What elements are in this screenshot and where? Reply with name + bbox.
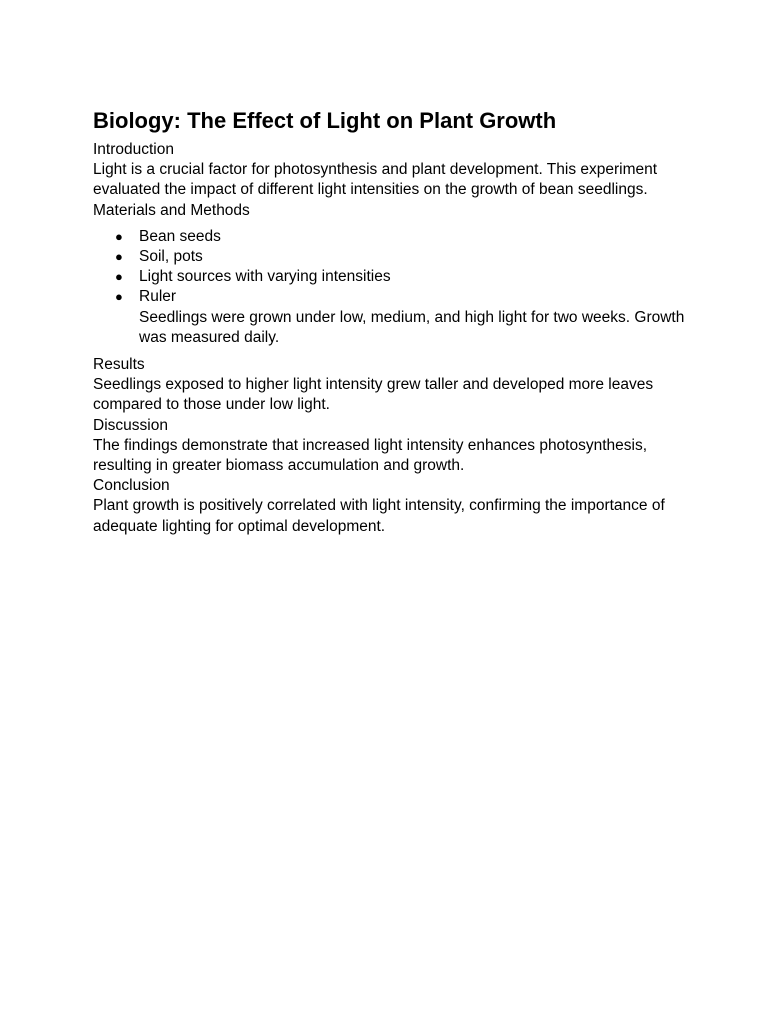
bullet-icon: ● xyxy=(115,269,123,285)
document-title: Biology: The Effect of Light on Plant Growth xyxy=(93,108,557,133)
materials-heading: Materials and Methods xyxy=(93,201,250,219)
bullet-icon: ● xyxy=(115,249,123,265)
conclusion-heading: Conclusion xyxy=(93,477,170,495)
document-page xyxy=(93,106,693,537)
list-item xyxy=(115,227,693,247)
list-item-label: Soil, pots xyxy=(139,248,203,266)
conclusion-text: Plant growth is positively correlated with light intensity, confirming the importance of adequate lighting for optimal development. xyxy=(93,497,665,535)
list-item xyxy=(115,267,693,287)
list-item-label: Ruler xyxy=(139,288,177,306)
results-text: Seedlings exposed to higher light intensity grew taller and developed more leaves compared to those under low light. xyxy=(93,376,654,414)
bullet-icon: ● xyxy=(115,289,123,305)
introduction-text: Light is a crucial factor for photosynthesis and plant development. This experiment evaluated the impact of different light intensities on the growth of bean seedlings. xyxy=(93,161,658,199)
list-item xyxy=(115,287,693,307)
materials-list xyxy=(93,227,693,308)
discussion-text: The findings demonstrate that increased light intensity enhances photosynthesis, resulting in greater biomass accumulation and growth. xyxy=(93,436,648,475)
introduction-heading: Introduction xyxy=(93,141,174,158)
methods-text: Seedlings were grown under low, medium, and high light for two weeks. Growth was measured daily. xyxy=(139,308,685,346)
list-item-label: Light sources with varying intensities xyxy=(139,268,391,286)
list-item-label: Bean seeds xyxy=(139,227,221,245)
discussion-heading: Discussion xyxy=(93,416,168,434)
list-item xyxy=(115,247,693,267)
bullet-icon: ● xyxy=(115,228,123,244)
results-heading: Results xyxy=(93,356,145,374)
